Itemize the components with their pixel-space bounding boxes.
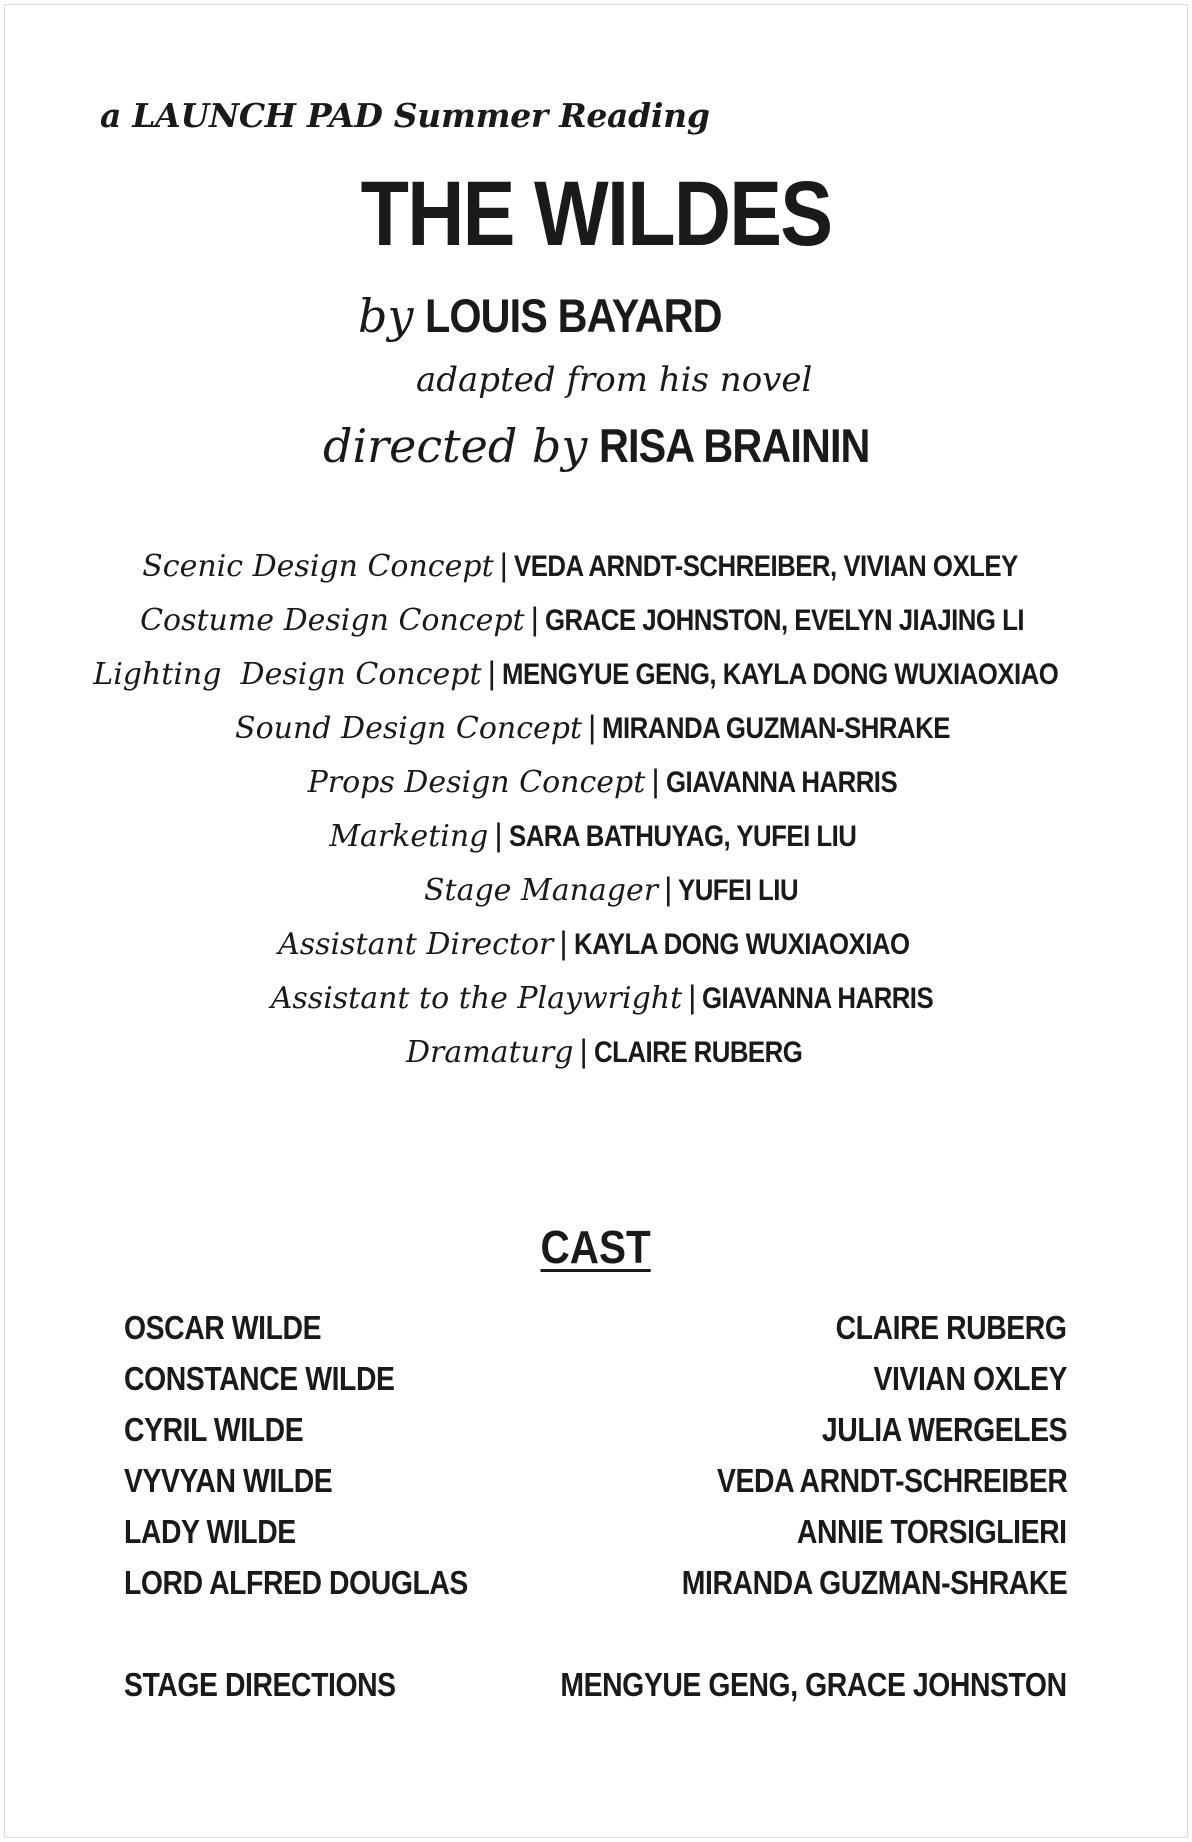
actor-name: ANNIE TORSIGLIERI: [797, 1512, 1067, 1550]
credit-separator: |: [559, 925, 568, 961]
credit-role: Sound Design Concept: [235, 711, 583, 746]
credit-row: [0, 700, 1192, 754]
cast-row: [124, 1353, 1067, 1404]
play-title: THE WILDES: [360, 163, 832, 265]
character-name: STAGE DIRECTIONS: [124, 1665, 396, 1703]
credit-separator: |: [651, 763, 660, 799]
credit-separator: |: [499, 547, 508, 583]
cast-heading: [0, 1220, 1192, 1274]
credit-separator: |: [588, 709, 597, 745]
credit-row: [0, 538, 1192, 592]
presenter-line: a LAUNCH PAD Summer Reading: [100, 96, 710, 135]
actor-name: MIRANDA GUZMAN-SHRAKE: [681, 1563, 1067, 1601]
credit-separator: |: [664, 871, 673, 907]
credit-names: GRACE JOHNSTON, EVELYN JIAJING LI: [544, 604, 1024, 637]
credit-row: [0, 1024, 1192, 1078]
credit-names: YUFEI LIU: [678, 874, 799, 907]
actor-name: MENGYUE GENG, GRACE JOHNSTON: [560, 1665, 1067, 1703]
credit-row: [0, 970, 1192, 1024]
credit-names: KAYLA DONG WUXIAOXIAO: [573, 928, 910, 961]
director-prefix: directed by: [323, 419, 588, 473]
cast-row: [124, 1455, 1067, 1506]
credit-role: Stage Manager: [423, 873, 659, 908]
credit-names: GIAVANNA HARRIS: [702, 982, 934, 1015]
character-name: CONSTANCE WILDE: [124, 1359, 395, 1397]
credit-row: [0, 916, 1192, 970]
cast-row: [124, 1404, 1067, 1455]
credit-row: [0, 754, 1192, 808]
credit-separator: |: [494, 817, 503, 853]
cast-heading-text: CAST: [540, 1221, 652, 1273]
character-name: VYVYAN WILDE: [124, 1461, 333, 1499]
cast-row: [124, 1506, 1067, 1557]
actor-name: VIVIAN OXLEY: [873, 1359, 1067, 1397]
cast-list: [124, 1302, 1067, 1710]
cast-row: [124, 1659, 1067, 1710]
cast-row: [124, 1302, 1067, 1353]
credit-role: Assistant to the Playwright: [270, 981, 683, 1016]
character-name: LADY WILDE: [124, 1512, 296, 1550]
credit-names: GIAVANNA HARRIS: [665, 766, 897, 799]
byline: [358, 288, 762, 343]
credit-names: SARA BATHUYAG, YUFEI LIU: [508, 820, 857, 853]
credit-row: [0, 592, 1192, 646]
credit-role: Dramaturg: [405, 1035, 574, 1070]
credit-separator: |: [579, 1033, 588, 1069]
credit-separator: |: [530, 601, 539, 637]
credit-role: Props Design Concept: [307, 765, 646, 800]
credit-role: Costume Design Concept: [140, 603, 525, 638]
credit-separator: |: [487, 655, 496, 691]
credit-role: Scenic Design Concept: [142, 549, 494, 584]
credit-role: Assistant Director: [278, 927, 554, 962]
character-name: CYRIL WILDE: [124, 1410, 304, 1448]
credit-row: [0, 862, 1192, 916]
credit-names: VEDA ARNDT-SCHREIBER, VIVIAN OXLEY: [513, 550, 1018, 583]
credit-row: [0, 646, 1192, 700]
director-line: [323, 418, 906, 473]
director-name: RISA BRAININ: [598, 419, 870, 472]
author-name: LOUIS BAYARD: [424, 289, 722, 342]
adapted-note: adapted from his novel: [416, 360, 813, 400]
credit-names: MENGYUE GENG, KAYLA DONG WUXIAOXIAO: [501, 658, 1059, 691]
actor-name: JULIA WERGELES: [821, 1410, 1067, 1448]
character-name: LORD ALFRED DOUGLAS: [124, 1563, 468, 1601]
character-name: OSCAR WILDE: [124, 1308, 322, 1346]
credit-role: Lighting Design Concept: [93, 657, 482, 692]
credit-names: CLAIRE RUBERG: [593, 1036, 803, 1069]
credits-list: [0, 538, 1192, 1078]
credit-row: [0, 808, 1192, 862]
credit-names: MIRANDA GUZMAN-SHRAKE: [602, 712, 951, 745]
actor-name: CLAIRE RUBERG: [836, 1308, 1067, 1346]
byline-prefix: by: [358, 289, 414, 343]
credit-separator: |: [688, 979, 697, 1015]
credit-role: Marketing: [329, 819, 489, 854]
cast-row: [124, 1557, 1067, 1608]
actor-name: VEDA ARNDT-SCHREIBER: [716, 1461, 1067, 1499]
